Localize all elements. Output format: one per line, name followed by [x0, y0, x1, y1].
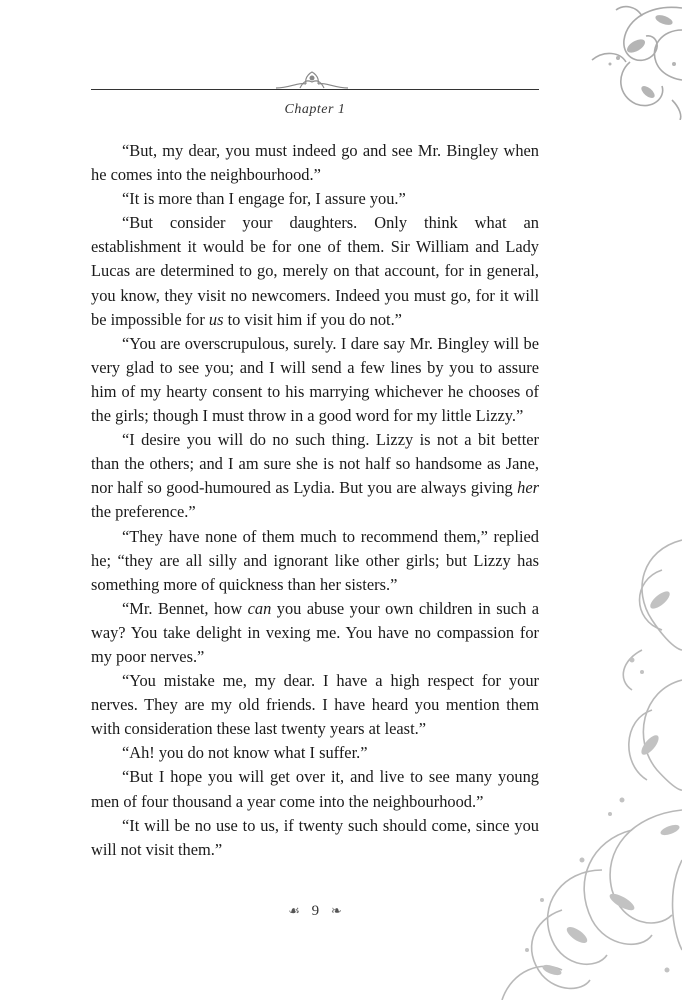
body-text: [91, 139, 539, 862]
paragraph: [91, 187, 539, 211]
emphasis-text: her: [517, 478, 539, 498]
paragraph: [91, 332, 539, 428]
left-floral-icon: ☙: [288, 903, 300, 918]
paragraph-text: “You are overscrupulous, surely. I dare say Mr. Bingley will be very glad to see you; and I will send a few lines by you to assure him of my hearty consent to his marrying whichever he chooses of the girls; though I must throw in a good word for my little Lizzy.”: [91, 333, 539, 426]
emphasis-text: can: [247, 598, 272, 618]
header-rule: [91, 89, 539, 90]
paragraph: [91, 814, 539, 862]
side-flourish-ornament: [482, 530, 682, 1000]
chapter-heading: Chapter 1: [284, 102, 346, 117]
paragraph: [91, 669, 539, 741]
paragraph: [91, 428, 539, 524]
paragraph-text: the preference.”: [91, 502, 196, 522]
paragraph-text: “They have none of them much to recommend them,” replied he; “they are all silly and ignorant like other girls; but Lizzy has something more of quickness than her sisters.”: [91, 526, 539, 594]
paragraph-text: “But I hope you will get over it, and live to see many young men of four thousand a year come into the neighbourhood.”: [91, 767, 539, 811]
paragraph: [91, 765, 539, 813]
page-number-footer: [250, 903, 380, 920]
paragraph: [91, 741, 539, 765]
paragraph-text: “I desire you will do no such thing. Lizzy is not a bit better than the others; and I am sure she is not half so handsome as Jane, nor half so good-humoured as Lydia. But you are always giving: [91, 430, 539, 498]
corner-flourish-ornament: [532, 0, 682, 120]
paragraph-text: “Ah! you do not know what I suffer.”: [122, 743, 368, 763]
paragraph-text: you abuse your own children in such a way? You take delight in vexing me. You have no compassion for my poor nerves.”: [91, 598, 539, 666]
paragraph: [91, 211, 539, 331]
paragraph-text: to visit him if you do not.”: [223, 309, 402, 329]
paragraph: [91, 597, 539, 669]
paragraph-text: “But consider your daughters. Only think what an establishment it would be for one of them. Sir William and Lady Lucas are determined to go, merely on that account, for in general, you know, they visit no newcomers. Indeed you must go, for it will be impossible for: [91, 213, 539, 329]
paragraph-text: “Mr. Bennet, how: [122, 598, 248, 618]
paragraph-text: “But, my dear, you must indeed go and see Mr. Bingley when he comes into the neighbourhood.”: [91, 141, 539, 185]
page-number: 9: [311, 903, 320, 919]
emphasis-text: us: [208, 309, 224, 329]
paragraph-text: “It will be no use to us, if twenty such should come, since you will not visit them.”: [91, 815, 539, 859]
right-floral-icon: ❧: [330, 903, 342, 918]
paragraph: [91, 139, 539, 187]
paragraph-text: “It is more than I engage for, I assure you.”: [122, 189, 406, 209]
paragraph: [91, 525, 539, 597]
paragraph-text: “You mistake me, my dear. I have a high respect for your nerves. They are my old friends. I have heard you mention them with consideration these last twenty years at least.”: [91, 671, 539, 739]
